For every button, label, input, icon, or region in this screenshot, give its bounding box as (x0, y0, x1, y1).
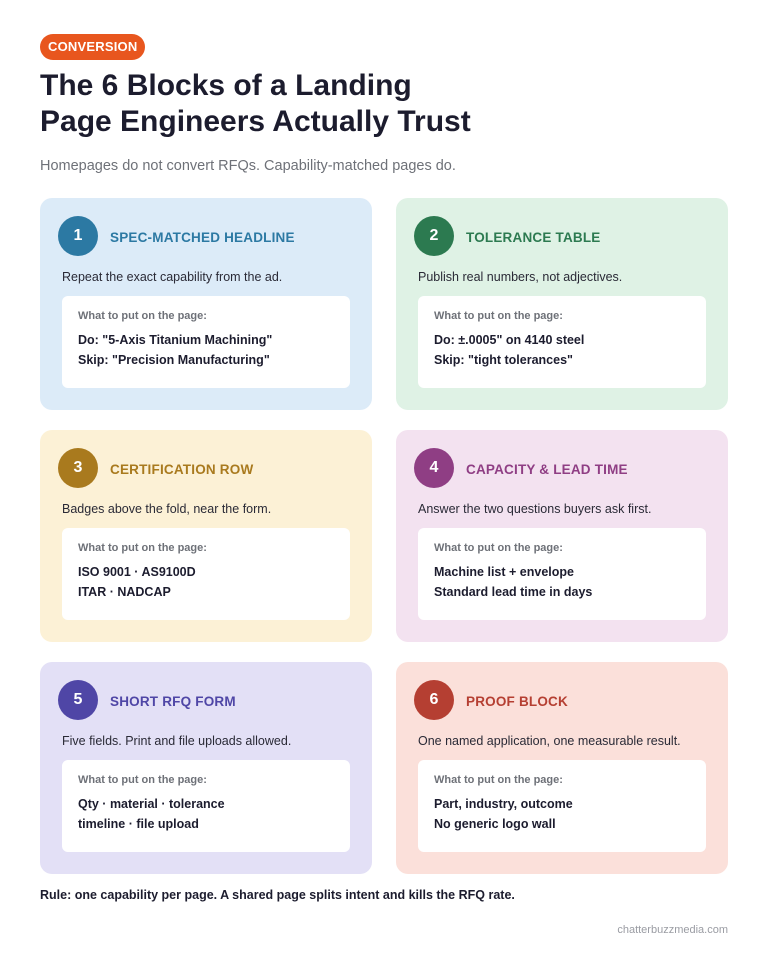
block-number-badge: 1 (58, 216, 98, 256)
block-number-badge: 5 (58, 680, 98, 720)
example-box (418, 296, 706, 388)
block-description: Answer the two questions buyers ask first. (418, 502, 652, 516)
block-number-badge: 2 (414, 216, 454, 256)
example-line-1: Do: ±.0005" on 4140 steel (434, 333, 585, 347)
example-line-2: ITAR · NADCAP (78, 585, 171, 599)
example-box (62, 296, 350, 388)
example-box-label: What to put on the page: (78, 310, 207, 322)
page-title (40, 68, 560, 140)
page-title-line-2: Page Engineers Actually Trust (40, 105, 471, 138)
category-badge: CONVERSION (40, 34, 145, 60)
block-description: Repeat the exact capability from the ad. (62, 270, 283, 284)
example-line-1: Do: "5-Axis Titanium Machining" (78, 333, 273, 347)
block-title: TOLERANCE TABLE (466, 230, 601, 245)
block-card-tolerance-table (396, 198, 728, 410)
block-card-proof-block (396, 662, 728, 874)
block-card-short-rfq-form (40, 662, 372, 874)
example-box-label: What to put on the page: (434, 310, 563, 322)
page-subtitle: Homepages do not convert RFQs. Capability-matched pages do. (40, 158, 456, 174)
block-number-badge: 4 (414, 448, 454, 488)
block-description: Publish real numbers, not adjectives. (418, 270, 623, 284)
example-line-2: Skip: "tight tolerances" (434, 353, 573, 367)
example-box (62, 528, 350, 620)
block-card-certification-row (40, 430, 372, 642)
page-title-line-1: The 6 Blocks of a Landing (40, 69, 412, 102)
example-line-2: Skip: "Precision Manufacturing" (78, 353, 270, 367)
block-title: CAPACITY & LEAD TIME (466, 462, 628, 477)
block-number-badge: 3 (58, 448, 98, 488)
example-line-2: No generic logo wall (434, 817, 556, 831)
block-title: SPEC-MATCHED HEADLINE (110, 230, 295, 245)
example-box-label: What to put on the page: (434, 774, 563, 786)
blocks-grid (40, 198, 728, 874)
footer-domain: chatterbuzzmedia.com (617, 924, 728, 936)
block-card-capacity-lead-time (396, 430, 728, 642)
example-line-2: Standard lead time in days (434, 585, 593, 599)
block-description: One named application, one measurable result. (418, 734, 681, 748)
example-line-2: timeline · file upload (78, 817, 199, 831)
example-box (418, 528, 706, 620)
block-title: PROOF BLOCK (466, 694, 568, 709)
block-description: Badges above the fold, near the form. (62, 502, 272, 516)
example-line-1: ISO 9001 · AS9100D (78, 565, 196, 579)
example-box-label: What to put on the page: (434, 542, 563, 554)
block-title: CERTIFICATION ROW (110, 462, 254, 477)
example-line-1: Qty · material · tolerance (78, 797, 225, 811)
block-description: Five fields. Print and file uploads allowed. (62, 734, 292, 748)
block-number-badge: 6 (414, 680, 454, 720)
example-box-label: What to put on the page: (78, 542, 207, 554)
example-box (62, 760, 350, 852)
block-title: SHORT RFQ FORM (110, 694, 236, 709)
example-box (418, 760, 706, 852)
rule-note: Rule: one capability per page. A shared page splits intent and kills the RFQ rate. (40, 888, 515, 902)
block-card-spec-matched-headline (40, 198, 372, 410)
example-line-1: Part, industry, outcome (434, 797, 573, 811)
example-line-1: Machine list + envelope (434, 565, 574, 579)
example-box-label: What to put on the page: (78, 774, 207, 786)
